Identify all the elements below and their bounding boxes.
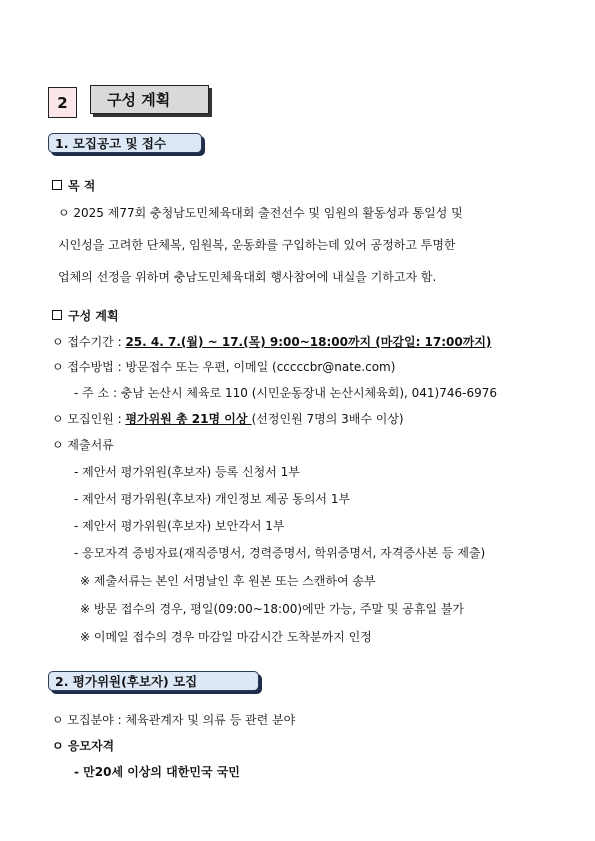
recruit-label: ㅇ 모집인원 : [52, 412, 126, 426]
recruit-note: (선정인원 7명의 3배수 이상) [251, 412, 404, 426]
qualification-item: - 만20세 이상의 대한민국 국민 [74, 765, 240, 779]
purpose-line: ㅇ 2025 제77회 충청남도민체육대회 출전선수 및 임원의 활동성과 통일성 및 [58, 206, 463, 220]
period-line [52, 333, 491, 350]
doc-item: - 제안서 평가위원(후보자) 보안각서 1부 [74, 519, 285, 533]
method-line: ㅇ 접수방법 : 방문접수 또는 우편, 이메일 (cccccbr@nate.com) [52, 360, 396, 374]
period-label: ㅇ 접수기간 : [52, 335, 126, 349]
field-line: ㅇ 모집분야 : 체육관계자 및 의류 등 관련 분야 [52, 713, 296, 727]
checkbox-square-icon [52, 310, 62, 320]
purpose-line: 업체의 선정을 위하며 충남도민체육대회 행사참여에 내실을 기하고자 함. [58, 270, 437, 284]
checkbox-square-icon [52, 180, 62, 190]
qualification-label: ㅇ 응모자격 [52, 739, 115, 753]
subheading-evaluators-label: 2. 평가위원(후보자) 모집 [55, 674, 198, 689]
subheading-evaluators [48, 671, 259, 691]
section-number: 2 [48, 87, 77, 118]
address-line: - 주 소 : 충남 논산시 체육로 110 (시민운동장내 논산시체육회), 041)746-6976 [74, 386, 497, 400]
note-item: ※ 제출서류는 본인 서명날인 후 원본 또는 스캔하여 송부 [80, 574, 376, 588]
purpose-heading [52, 177, 95, 194]
purpose-line: 시인성을 고려한 단체복, 임원복, 운동화를 구입하는데 있어 공정하고 투명한 [58, 238, 456, 252]
doc-item: - 제안서 평가위원(후보자) 개인정보 제공 동의서 1부 [74, 492, 351, 506]
doc-item: - 제안서 평가위원(후보자) 등록 신청서 1부 [74, 465, 300, 479]
plan-heading [52, 307, 119, 324]
doc-item: - 응모자격 증빙자료(재직증명서, 경력증명서, 학위증명서, 자격증사본 등 제출) [74, 546, 486, 560]
subheading-recruitment-label: 1. 모집공고 및 접수 [55, 136, 167, 151]
note-item: ※ 방문 접수의 경우, 평일(09:00~18:00)에만 가능, 주말 및 공휴일 불가 [80, 602, 465, 616]
note-item: ※ 이메일 접수의 경우 마감일 마감시간 도착분까지 인정 [80, 630, 372, 644]
recruit-line [52, 410, 404, 427]
subheading-recruitment [48, 133, 202, 153]
recruit-value: 평가위원 총 21명 이상 [125, 412, 252, 426]
section-title: 구성 계획 [90, 85, 209, 114]
plan-heading-label: 구성 계획 [68, 309, 119, 323]
docs-label: ㅇ 제출서류 [52, 438, 114, 452]
period-value: 25. 4. 7.(월) ~ 17.(목) 9:00~18:00까지 (마감일: 17:00까지) [125, 335, 492, 349]
purpose-heading-label: 목 적 [68, 179, 96, 193]
